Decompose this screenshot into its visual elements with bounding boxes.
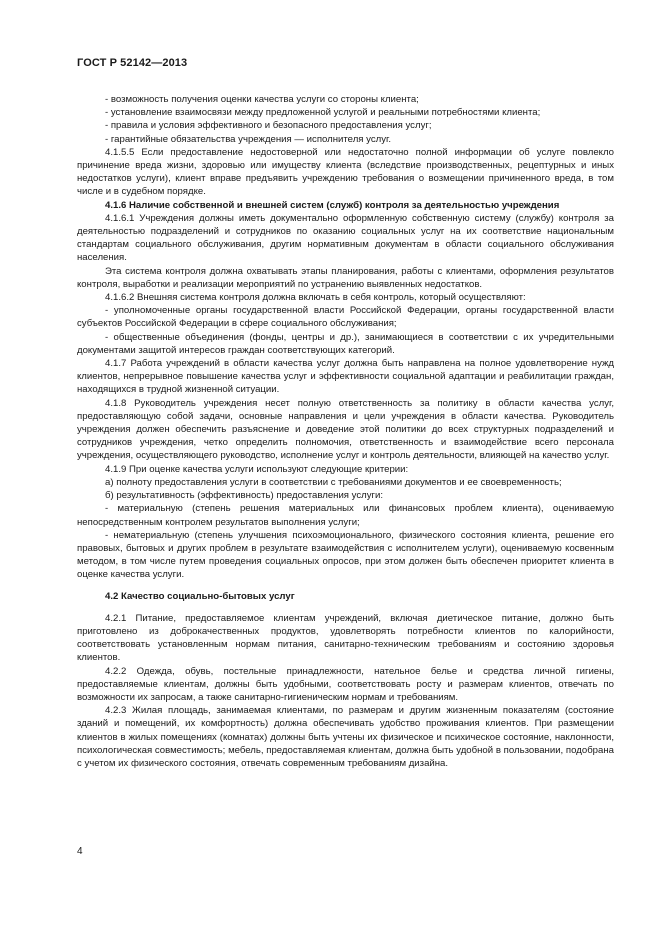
list-item: - правила и условия эффективного и безопасного предоставления услуг; bbox=[105, 120, 432, 132]
list-item: - общественные объединения (фонды, центры и др.), занимающиеся в соответствии с их учредительными документами защитой интересов граждан соответствующих категорий. bbox=[77, 331, 614, 356]
paragraph: Эта система контроля должна охватывать этапы планирования, работы с клиентами, оформления результатов контроля, выработки и реализации мероприятий по устранению выявленных недостатков. bbox=[77, 265, 614, 290]
clause-4-2-1: 4.2.1 Питание, предоставляемое клиентам учреждений, включая диетическое питание, должно быть приготовлено из доброкачественных продуктов, удовлетворять потребности клиентов по калорийности, соответствовать установленным нормам питания, санитарно-техническим требованиям и состоянию здоровья клиентов. bbox=[77, 612, 614, 664]
list-item: - установление взаимосвязи между предложенной услугой и реальными потребностями клиента; bbox=[105, 107, 541, 119]
clause-4-1-8: 4.1.8 Руководитель учреждения несет полную ответственность за политику в области качества услуг, предоставляющую собой задачи, основные направления и цели учреждения в области качества. Руководитель учреждения должен обеспечить разъяснение и доведение этой политики до всех структурных подразделений и сотрудников учреждения, четко определить полномочия, ответственность и взаимодействие всего персонала учреждения, осуществляющего руководство, исполнение услуг и контроль деятельности, влияющей на качество услуг. bbox=[77, 397, 614, 462]
clause-4-2-2: 4.2.2 Одежда, обувь, постельные принадлежности, нательное белье и средства личной гигиены, предоставляемые клиентам, должны быть удобными, соответствовать росту и размерам клиентов, отвечать по возможности их запросам, а также санитарно-гигиеническим нормам и требованиям. bbox=[77, 665, 614, 703]
list-item: - уполномоченные органы государственной власти Российской Федерации, органы государственной власти субъектов Российской Федерации в сфере социального обслуживания; bbox=[77, 305, 614, 330]
clause-4-1-5-5: 4.1.5.5 Если предоставление недостоверной или недостаточно полной информации об услуге повлекло причинение вреда жизни, здоровью или имуществу клиента (вследствие производственных, рецептурных и иных недостатков услуги), клиент вправе предъявить учреждению требования о возмещении причиненного вреда, в том числе и в судебном порядке. bbox=[77, 146, 614, 198]
list-item: - возможность получения оценки качества услуги со стороны клиента; bbox=[105, 94, 419, 105]
clause-4-2-3: 4.2.3 Жилая площадь, занимаемая клиентами, по размерам и другим жизненным показателям (состояние зданий и помещений, их комфортность) должна обеспечивать удобство проживания клиентов. При размещении клиентов в жилых помещениях (комнатах) должны быть учтены их физическое и психическое состояние, наклонности, психологическая совместимость; мебель, предоставляемая клиентам, должна быть удобной в пользовании, подобрана с учетом их физического состояния, отвечать современным требованиям дизайна. bbox=[77, 705, 614, 769]
document-body bbox=[77, 93, 614, 770]
clause-4-1-6-1: 4.1.6.1 Учреждения должны иметь документально оформленную собственную систему (службу) контроля за деятельностью подразделений и сотрудников по оказанию социальных услуг на их соответствие национальным стандартам социального обслуживания, другим нормативным документам в области социального обслуживания населения. bbox=[77, 212, 614, 264]
list-item: - гарантийные обязательства учреждения — исполнителя услуг. bbox=[105, 133, 392, 145]
list-item: - материальную (степень решения материальных или финансовых проблем клиента), оцениваемую непосредственным контролем результатов выполнения услуги; bbox=[77, 503, 614, 528]
standard-header: ГОСТ Р 52142—2013 bbox=[77, 57, 188, 69]
list-item: а) полноту предоставления услуги в соответствии с требованиями документов и ее своевременность; bbox=[105, 476, 562, 488]
section-4-2-heading: 4.2 Качество социально-бытовых услуг bbox=[105, 590, 295, 602]
clause-4-1-6-heading: 4.1.6 Наличие собственной и внешней систем (служб) контроля за деятельностью учреждения bbox=[105, 199, 560, 211]
list-item: - нематериальную (степень улучшения психоэмоционального, физического состояния клиента, решение его правовых, бытовых и других проблем в результате взаимодействия с исполнителем услуги), оцениваемую косвенным методом, в том числе путем проведения социальных опросов, при этом должен быть обеспечен приоритет клиента в оценке качества услуги. bbox=[77, 529, 614, 581]
list-item: б) результативность (эффективность) предоставления услуги: bbox=[105, 490, 384, 502]
clause-4-1-9: 4.1.9 При оценке качества услуги используют следующие критерии: bbox=[105, 463, 409, 475]
page-number: 4 bbox=[77, 846, 83, 857]
clause-4-1-6-2: 4.1.6.2 Внешняя система контроля должна включать в себя контроль, который осуществляют: bbox=[105, 292, 526, 304]
clause-4-1-7: 4.1.7 Работа учреждений в области качества услуг должна быть направлена на полное удовлетворение нужд клиентов, непрерывное повышение качества услуг и эффективности социальной адаптации и реабилитации граждан, находящихся в трудной жизненной ситуации. bbox=[77, 358, 614, 396]
